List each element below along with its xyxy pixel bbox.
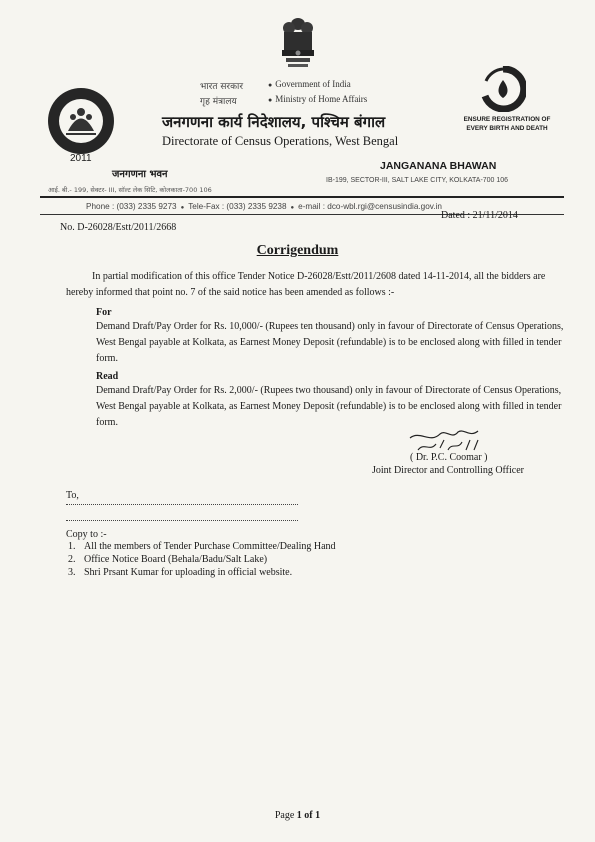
birth-death-registration-logo <box>480 66 526 112</box>
phone-number: Phone : (033) 2335 9273 <box>86 202 177 211</box>
read-paragraph: Demand Draft/Pay Order for Rs. 2,000/- (Rupees two thousand) only in favour of Directorate of Census Operations, West Bengal payable at Kolkata, as Earnest Money Deposit (refundable) is to be enclosed along with filled in tender form. <box>96 385 562 428</box>
english-ministry-label: ● Ministry of Home Affairs <box>268 94 368 104</box>
english-government-label: ● Government of India <box>268 79 351 89</box>
signer-designation: Joint Director and Controlling Officer <box>372 465 525 476</box>
copy-to-label: Copy to :- <box>66 529 107 540</box>
fax-number: Tele-Fax : (033) 2335 9238 <box>188 202 287 211</box>
copy-to-item: 3. Shri Prsant Kumar for uploading in official website. <box>68 567 293 578</box>
for-paragraph: Demand Draft/Pay Order for Rs. 10,000/- (Rupees ten thousand) only in favour of Directorate of Census Operations, West Bengal payable at Kolkata, as Earnest Money Deposit (refundable) is to be enclosed along with filled in tender form. <box>96 321 564 364</box>
copy-to-item: 2. Office Notice Board (Behala/Badu/Salt Lake) <box>68 554 268 565</box>
english-address: IB-199, SECTOR-III, SALT LAKE CITY, KOLKATA-700 106 <box>326 177 509 184</box>
page-number: Page 1 of 1 <box>274 810 321 821</box>
hindi-directorate-title: जनगणना कार्य निदेशालय, पश्चिम बंगाल <box>162 113 386 131</box>
hindi-bhawan-label: जनगणना भवन <box>112 169 168 180</box>
document-title: Corrigendum <box>256 243 339 258</box>
read-label: Read <box>96 371 119 382</box>
census-of-india-logo <box>46 86 116 156</box>
address-line <box>66 520 298 521</box>
address-line <box>66 504 298 505</box>
ensure-registration-text: ENSURE REGISTRATION OF EVERY BIRTH AND DEATH <box>463 116 551 132</box>
copy-to-item: 1. All the members of Tender Purchase Committee/Dealing Hand <box>68 541 336 552</box>
to-label: To, <box>66 490 79 501</box>
header-divider <box>40 196 564 198</box>
letter-date: Dated : 21/11/2014 <box>441 210 518 221</box>
intro-paragraph: In partial modification of this office Tender Notice D-26028/Estt/2011/2608 dated 14-11-2014, all the bidders are hereby informed that point no. 7 of the said notice has been amended as follows :- <box>66 271 546 298</box>
signer-name: ( Dr. P.C. Coomar ) <box>410 452 488 463</box>
for-label: For <box>96 307 112 318</box>
english-bhawan-label: JANGANANA BHAWAN <box>380 160 497 172</box>
hindi-ministry-label: गृह मंत्रालय <box>200 97 237 107</box>
reference-number: No. D-26028/Estt/2011/2668 <box>60 222 177 233</box>
census-year: 2011 <box>70 153 92 164</box>
contact-line: Phone : (033) 2335 9273 ● Tele-Fax : (033) 2335 9238 ● e-mail : dco-wbl.rgi@censusindia.gov.in <box>86 202 442 211</box>
national-emblem-icon <box>274 14 322 74</box>
english-directorate-title: Directorate of Census Operations, West Bengal <box>162 134 399 148</box>
email-address: e-mail : dco-wbl.rgi@censusindia.gov.in <box>298 202 442 211</box>
hindi-government-label: भारत सरकार <box>200 82 244 92</box>
hindi-address: आई. बी.- 199, सेक्टर- III, सॉल्ट लेक सिटि, कोलकाता-700 106 <box>48 186 212 194</box>
